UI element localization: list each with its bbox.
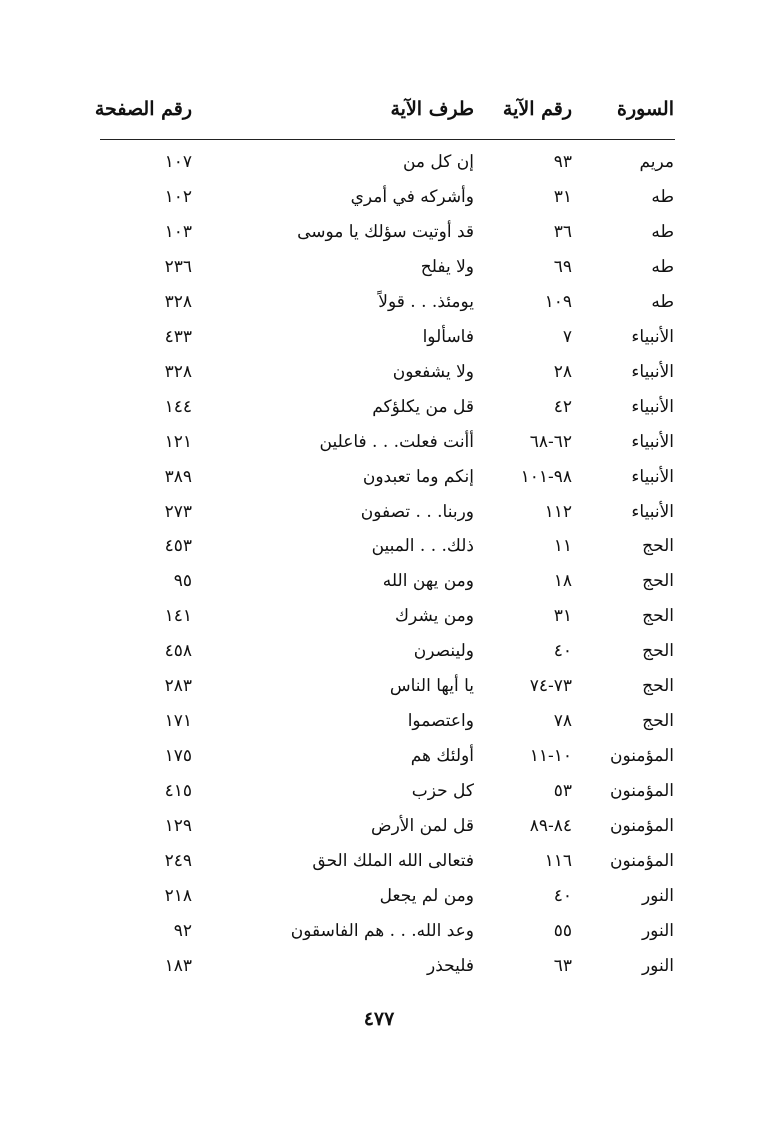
- cell-page-number: ٤٣٣: [164, 326, 192, 347]
- cell-ayah-number: ٣١: [553, 186, 572, 207]
- cell-ayah-start: ومن يهن الله: [382, 571, 474, 592]
- header-ayah-start: طرف الآية: [390, 98, 474, 120]
- cell-ayah-start: كل حزب: [411, 781, 474, 802]
- cell-sura: الحج: [642, 571, 674, 592]
- cell-ayah-number: ٤٠: [553, 885, 572, 906]
- cell-ayah-number: ٦٩: [553, 256, 572, 277]
- cell-page-number: ٢٨٣: [164, 676, 192, 697]
- header-page-number: رقم الصفحة: [94, 98, 192, 120]
- cell-ayah-start: فليحذر: [427, 955, 474, 976]
- table-row: [0, 669, 758, 703]
- cell-page-number: ٤٥٨: [164, 641, 192, 662]
- cell-ayah-start: واعتصموا: [407, 711, 474, 732]
- cell-ayah-number: ٧: [562, 326, 572, 347]
- cell-sura: الحج: [642, 606, 674, 627]
- table-row: [0, 564, 758, 598]
- cell-ayah-number: ٤٢: [553, 396, 572, 417]
- cell-ayah-number: ٦٣: [553, 955, 572, 976]
- cell-sura: طه: [651, 291, 674, 312]
- cell-ayah-number: ٢٨: [553, 361, 572, 382]
- cell-ayah-start: قد أوتيت سؤلك يا موسى: [297, 221, 474, 242]
- cell-sura: الأنبياء: [631, 326, 674, 347]
- cell-ayah-number: ١١٢: [544, 501, 572, 522]
- page-footer-number: ٤٧٧: [363, 1008, 395, 1030]
- cell-sura: المؤمنون: [609, 746, 674, 767]
- cell-page-number: ٢٣٦: [164, 256, 192, 277]
- cell-ayah-start: وعد الله. . . هم الفاسقون: [290, 920, 474, 941]
- table-row: [0, 495, 758, 529]
- table-row: [0, 285, 758, 319]
- cell-ayah-start: يا أيها الناس: [389, 676, 474, 697]
- cell-ayah-number: ٩٣: [553, 152, 572, 172]
- cell-ayah-number: ٥٣: [553, 781, 572, 802]
- cell-ayah-number: ٥٥: [553, 920, 572, 941]
- cell-ayah-number: ٣٦: [553, 221, 572, 242]
- cell-ayah-start: قل من يكلؤكم: [372, 396, 474, 417]
- cell-sura: الأنبياء: [631, 466, 674, 487]
- cell-sura: الأنبياء: [631, 361, 674, 382]
- table-row: [0, 774, 758, 808]
- cell-sura: المؤمنون: [609, 851, 674, 871]
- cell-ayah-number: ١٠-١١: [529, 746, 572, 767]
- cell-ayah-start: إن كل من: [402, 152, 474, 172]
- cell-page-number: ١٠٧: [164, 152, 192, 172]
- cell-sura: الأنبياء: [631, 396, 674, 417]
- cell-sura: طه: [651, 186, 674, 207]
- cell-page-number: ٩٢: [173, 920, 192, 941]
- table-row: [0, 425, 758, 459]
- cell-sura: الحج: [642, 676, 674, 697]
- cell-ayah-start: ولا يفلح: [420, 256, 474, 277]
- cell-sura: النور: [641, 885, 674, 906]
- table-row: [0, 879, 758, 913]
- table-row: [0, 809, 758, 843]
- table-row: [0, 180, 758, 214]
- cell-ayah-start: ولينصرن: [413, 641, 474, 662]
- cell-ayah-number: ٨٤-٨٩: [529, 816, 572, 837]
- table-row: [0, 145, 758, 179]
- cell-ayah-number: ١١٦: [544, 851, 572, 871]
- table-row: [0, 460, 758, 494]
- cell-sura: طه: [651, 256, 674, 277]
- cell-page-number: ٩٥: [173, 571, 192, 592]
- cell-ayah-start: قل لمن الأرض: [371, 816, 474, 837]
- cell-page-number: ٢١٨: [164, 885, 192, 906]
- cell-page-number: ١٧٥: [164, 746, 192, 767]
- cell-ayah-number: ١٨: [553, 571, 572, 592]
- cell-ayah-start: وأشركه في أمري: [350, 186, 474, 207]
- table-row: [0, 599, 758, 633]
- cell-sura: طه: [651, 221, 674, 242]
- table-row: [0, 704, 758, 738]
- cell-sura: الأنبياء: [631, 431, 674, 452]
- table-row: [0, 355, 758, 389]
- cell-sura: الحج: [642, 641, 674, 662]
- cell-page-number: ١٤١: [164, 606, 192, 627]
- cell-sura: المؤمنون: [609, 781, 674, 802]
- cell-ayah-number: ٣١: [553, 606, 572, 627]
- cell-ayah-start: ولا يشفعون: [392, 361, 474, 382]
- cell-ayah-number: ٦٢-٦٨: [529, 431, 572, 452]
- cell-sura: النور: [641, 920, 674, 941]
- cell-ayah-start: ومن لم يجعل: [379, 885, 474, 906]
- cell-ayah-start: يومئذ. . . قولاً: [378, 291, 474, 312]
- cell-ayah-number: ١٠٩: [544, 291, 572, 312]
- cell-ayah-start: ذلك. . . المبين: [371, 536, 474, 557]
- table-row: [0, 844, 758, 878]
- cell-page-number: ٢٧٣: [164, 501, 192, 522]
- cell-ayah-start: فتعالى الله الملك الحق: [312, 851, 474, 871]
- cell-sura: مريم: [639, 152, 674, 172]
- cell-sura: الحج: [642, 536, 674, 557]
- table-header: [0, 92, 758, 126]
- cell-ayah-number: ٧٨: [553, 711, 572, 732]
- table-row: [0, 215, 758, 249]
- table-row: [0, 739, 758, 773]
- cell-ayah-number: ٧٣-٧٤: [529, 676, 572, 697]
- cell-page-number: ١٤٤: [164, 396, 192, 417]
- cell-sura: الحج: [642, 711, 674, 732]
- cell-ayah-start: فاسألوا: [422, 326, 474, 347]
- cell-ayah-number: ١١: [553, 536, 572, 557]
- cell-page-number: ١٧١: [164, 711, 192, 732]
- table-row: [0, 949, 758, 983]
- cell-page-number: ٣٨٩: [164, 466, 192, 487]
- cell-page-number: ٣٢٨: [164, 361, 192, 382]
- cell-sura: الأنبياء: [631, 501, 674, 522]
- cell-page-number: ٤٥٣: [164, 536, 192, 557]
- cell-page-number: ١٢١: [164, 431, 192, 452]
- table-row: [0, 914, 758, 948]
- cell-ayah-start: وربنا. . . تصفون: [360, 501, 474, 522]
- table-row: [0, 390, 758, 424]
- header-sura: السورة: [617, 98, 674, 120]
- table-row: [0, 250, 758, 284]
- cell-ayah-number: ٤٠: [553, 641, 572, 662]
- cell-ayah-start: أولئك هم: [410, 746, 474, 767]
- header-ayah-number: رقم الآية: [502, 98, 572, 120]
- header-divider: [100, 139, 675, 140]
- cell-page-number: ١٨٣: [164, 955, 192, 976]
- cell-page-number: ٢٤٩: [164, 851, 192, 871]
- cell-ayah-start: إنكم وما تعبدون: [362, 466, 474, 487]
- cell-page-number: ٣٢٨: [164, 291, 192, 312]
- cell-sura: النور: [641, 955, 674, 976]
- table-row: [0, 634, 758, 668]
- cell-ayah-start: ومن يشرك: [395, 606, 474, 627]
- cell-page-number: ٤١٥: [164, 781, 192, 802]
- cell-sura: المؤمنون: [609, 816, 674, 837]
- table-row: [0, 529, 758, 563]
- cell-page-number: ١٢٩: [164, 816, 192, 837]
- cell-ayah-start: أأنت فعلت. . . فاعلين: [319, 431, 474, 452]
- cell-page-number: ١٠٢: [164, 186, 192, 207]
- cell-page-number: ١٠٣: [164, 221, 192, 242]
- cell-ayah-number: ٩٨-١٠١: [520, 466, 572, 487]
- table-row: [0, 320, 758, 354]
